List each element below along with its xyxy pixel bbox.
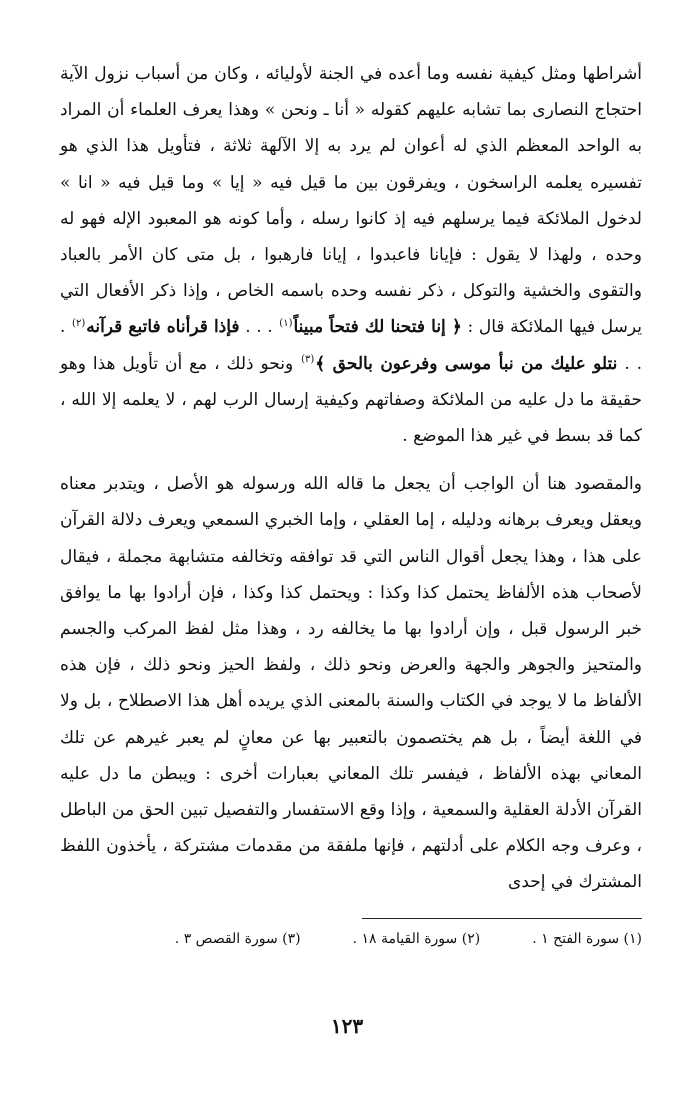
quote-separator-1: . . . <box>245 317 273 338</box>
footnote-2: (٢) سورة القيامة ١٨ . <box>352 931 481 947</box>
footnote-3: (٣) سورة القصص ٣ . <box>174 931 301 947</box>
footnote-1: (١) سورة الفتح ١ . <box>532 931 642 947</box>
footnotes <box>60 928 642 950</box>
footnote-ref-2: (٢) <box>72 317 86 329</box>
paragraph-1-text-end: ونحو ذلك ، مع أن تأويل هذا وهو حقيقة ما دل عليه من الملائكة وصفاتهم وكيفية إرسال الرب لهم ، لا يعلمه إلا الله ، كما قد بسط في غير هذا الموضع . <box>60 353 642 447</box>
paragraph-1 <box>60 56 642 454</box>
page-number: ١٢٣ <box>330 1014 364 1038</box>
footnote-divider <box>362 918 642 919</box>
main-text <box>60 56 642 901</box>
footnote-ref-3: (٣) <box>301 353 315 365</box>
paragraph-1-text: أشراطها ومثل كيفية نفسه وما أعده في الجنة لأوليائه ، وكان من أسباب نزول الآية احتجاج النصارى بما تشابه عليهم كقوله « أنا ـ ونحن » وهذا يعرف العلماء أن المراد به الواحد المعظم الذي له أعوان لم يرد به إلا الآلهة ثلاثة ، فتأويل هذا الذي هو تفسيره يعلمه الراسخون ، ويفرقون بين ما قيل فيه « إيا » وما قيل فيه « انا » لدخول الملائكة فيما يرسلهم فيه إذ كانوا رسله ، وأما كونه هو المعبود الإله فهو له وحده ، ولهذا لا يقول : فإيانا فاعبدوا ، إيانا فارهبوا ، بل متى كان الأمر بالعباد والتقوى والخشية والتوكل ، ذكر نفسه وحده باسمه الخاص ، وإذا ذكر الأفعال التي يرسل فيها الملائكة قال : <box>60 64 642 338</box>
footnote-ref-1: (١) <box>279 317 293 329</box>
quran-quote-2: فإذا قرأناه فاتبع قرآنه <box>86 317 240 338</box>
quote-separator-2: . . . <box>60 317 643 374</box>
quran-quote-1: ﴿ إنا فتحنا لك فتحاً مبيناً <box>293 317 462 338</box>
quran-quote-3: نتلو عليك من نبأ موسى وفرعون بالحق ﴾ <box>315 353 618 374</box>
paragraph-2: والمقصود هنا أن الواجب أن يجعل ما قاله الله ورسوله هو الأصل ، ويتدبر معناه ويعقل ويعرف برهانه ودليله ، إما العقلي ، وإما الخبري السمعي ويعرف دلالة القرآن على هذا ، وهذا يجعل أقوال الناس التي قد توافقه وتخالفه متشابهة مجملة ، فيقال لأصحاب هذه الألفاظ يحتمل كذا وكذا : ويحتمل كذا وكذا ، فإن أرادوا بها ما يوافق خبر الرسول قبل ، وإن أرادوا بها ما يخالفه رد ، وهذا مثل لفظ المركب والجسم والمتحيز والجوهر والجهة والعرض ونحو ذلك ، ولفظ الحيز ونحو ذلك ، فإن هذه الألفاظ ما لا يوجد في الكتاب والسنة بالمعنى الذي يريده أهل هذا الاصطلاح ، بل ولا في اللغة أيضاً ، بل هم يختصمون بالتعبير بها عن معانٍ لم يعبر غيرهم عن تلك المعاني بهذه الألفاظ ، فيفسر تلك المعاني بعبارات أخرى : ويبطن ما دل عليه القرآن الأدلة العقلية والسمعية ، وإذا وقع الاستفسار والتفصيل تبين الحق من الباطل ، وعرف وجه الكلام على أدلتهم ، فإنها ملفقة من مقدمات مشتركة ، يأخذون اللفظ المشترك في إحدى <box>60 474 642 893</box>
